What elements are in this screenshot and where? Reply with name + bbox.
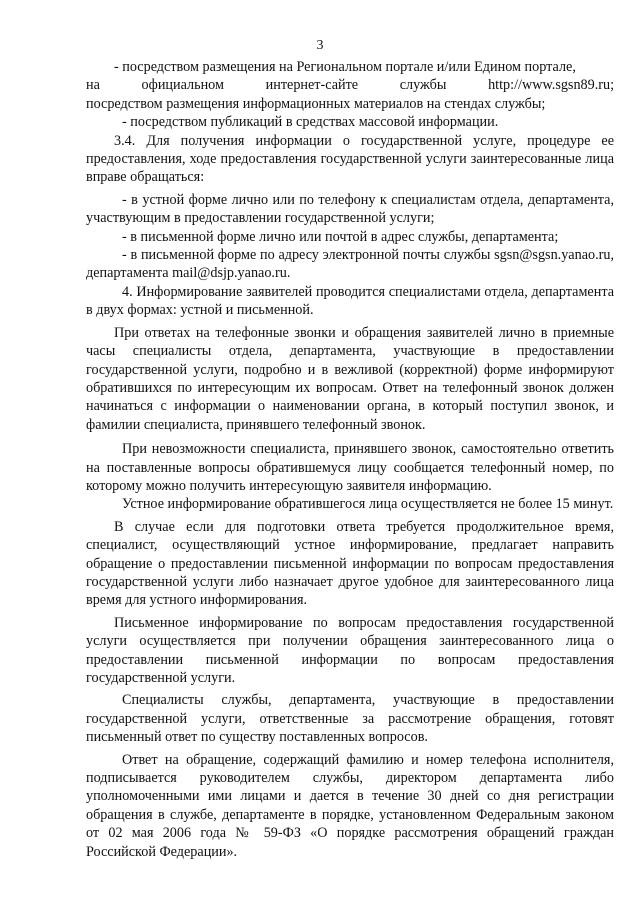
paragraph-media-publication: - посредством публикаций в средствах массовой информации. bbox=[122, 114, 499, 131]
email-form-middle: , департамента bbox=[86, 247, 615, 282]
paragraph-long-preparation: В случае если для подготовки ответа требуется продолжительное время, специалист, осуществляющий устное информирование, предлагает направить обращение о предоставлении письменной информации по вопросам предоставления государственной услуги либо назначает другое удобное для заинтересованного лица время для устного информирования. bbox=[86, 518, 614, 609]
paragraph-portal-posting bbox=[86, 58, 614, 76]
paragraph-4-informing: 4. Информирование заявителей проводится специалистами отдела, департамента в двух формах: устной и письменной. bbox=[86, 283, 614, 319]
paragraph-3-4: 3.4. Для получения информации о государственной услуге, процедуре ее предоставления, ходе предоставления государственной услуги заинтересованные лица вправе обращаться: bbox=[86, 132, 614, 186]
paragraph-email-form bbox=[86, 246, 614, 283]
paragraph-written-informing: Письменное информирование по вопросам предоставления государственной услуги осуществляется при получении обращения заинтересованного лица о предоставлении письменной информации по вопросам предоставления государственной услуги. bbox=[86, 614, 614, 686]
paragraph-specialists-response: Специалисты службы, департамента, участвующие в предоставлении государственной услуги, ответственные за рассмотрение обращения, готовят письменный ответ по существу поставленных вопросов. bbox=[86, 692, 614, 746]
paragraph-phone-answers: При ответах на телефонные звонки и обращения заявителей лично в приемные часы специалисты отдела, департамента, участвующие в предоставлении государственной услуги, подробно и в вежливой (корректной) форме информируют обратившихся по интересующим их вопросам. Ответ на телефонный звонок должен начинаться с информации о наименовании органа, в который поступил звонок, и фамилии специалиста, принявшего телефонный звонок. bbox=[86, 324, 614, 433]
paragraph-written-form: - в письменной форме лично или почтой в адрес службы, департамента; bbox=[122, 228, 559, 245]
email-form-end: . bbox=[286, 265, 291, 282]
email-form-text: - в письменной форме по адресу электронной почты службы bbox=[122, 247, 491, 264]
word-website: интернет-сайте bbox=[265, 77, 359, 94]
word-official: официальном bbox=[141, 77, 224, 94]
service-website-link[interactable]: http://www.sgsn89.ru; bbox=[488, 77, 615, 94]
portal-posting-line1: - посредством размещения на Региональном портале и/или Едином портале, bbox=[114, 59, 576, 75]
department-email-link[interactable]: mail@dsjp.yanao.ru bbox=[172, 265, 287, 282]
paragraph-unable-to-answer: При невозможности специалиста, принявшего звонок, самостоятельно ответить на поставленные вопросы обратившемуся лицу сообщается телефонный номер, по которому можно получить интересующую заявителя информацию. bbox=[86, 441, 614, 494]
word-service: службы bbox=[399, 77, 447, 94]
paragraph-response-signing: Ответ на обращение, содержащий фамилию и номер телефона исполнителя, подписывается руководителем службы, директором департамента либо уполномоченными ими лицами и дается в течение 30 дней со дня регистрации обращения в службе, департаменте в порядке, установленном Федеральным законом от 02 мая 2006 года № 59-ФЗ «О порядке рассмотрения обращений граждан Российской Федерации». bbox=[86, 751, 614, 860]
paragraph-oral-form: - в устной форме лично или по телефону к специалистам отдела, департамента, участвующим в предоставлении государственной услуги; bbox=[86, 191, 614, 227]
paragraph-oral-duration: Устное информирование обратившегося лица осуществляется не более 15 минут. bbox=[122, 496, 614, 513]
service-email-link[interactable]: sgsn@sgsn.yanao.ru bbox=[494, 247, 611, 264]
page-number: 3 bbox=[316, 38, 324, 53]
portal-posting-line2 bbox=[86, 76, 614, 94]
document-body bbox=[86, 58, 614, 861]
word-na: на bbox=[86, 77, 100, 94]
portal-posting-line3: посредством размещения информационных материалов на стендах службы; bbox=[86, 95, 546, 112]
